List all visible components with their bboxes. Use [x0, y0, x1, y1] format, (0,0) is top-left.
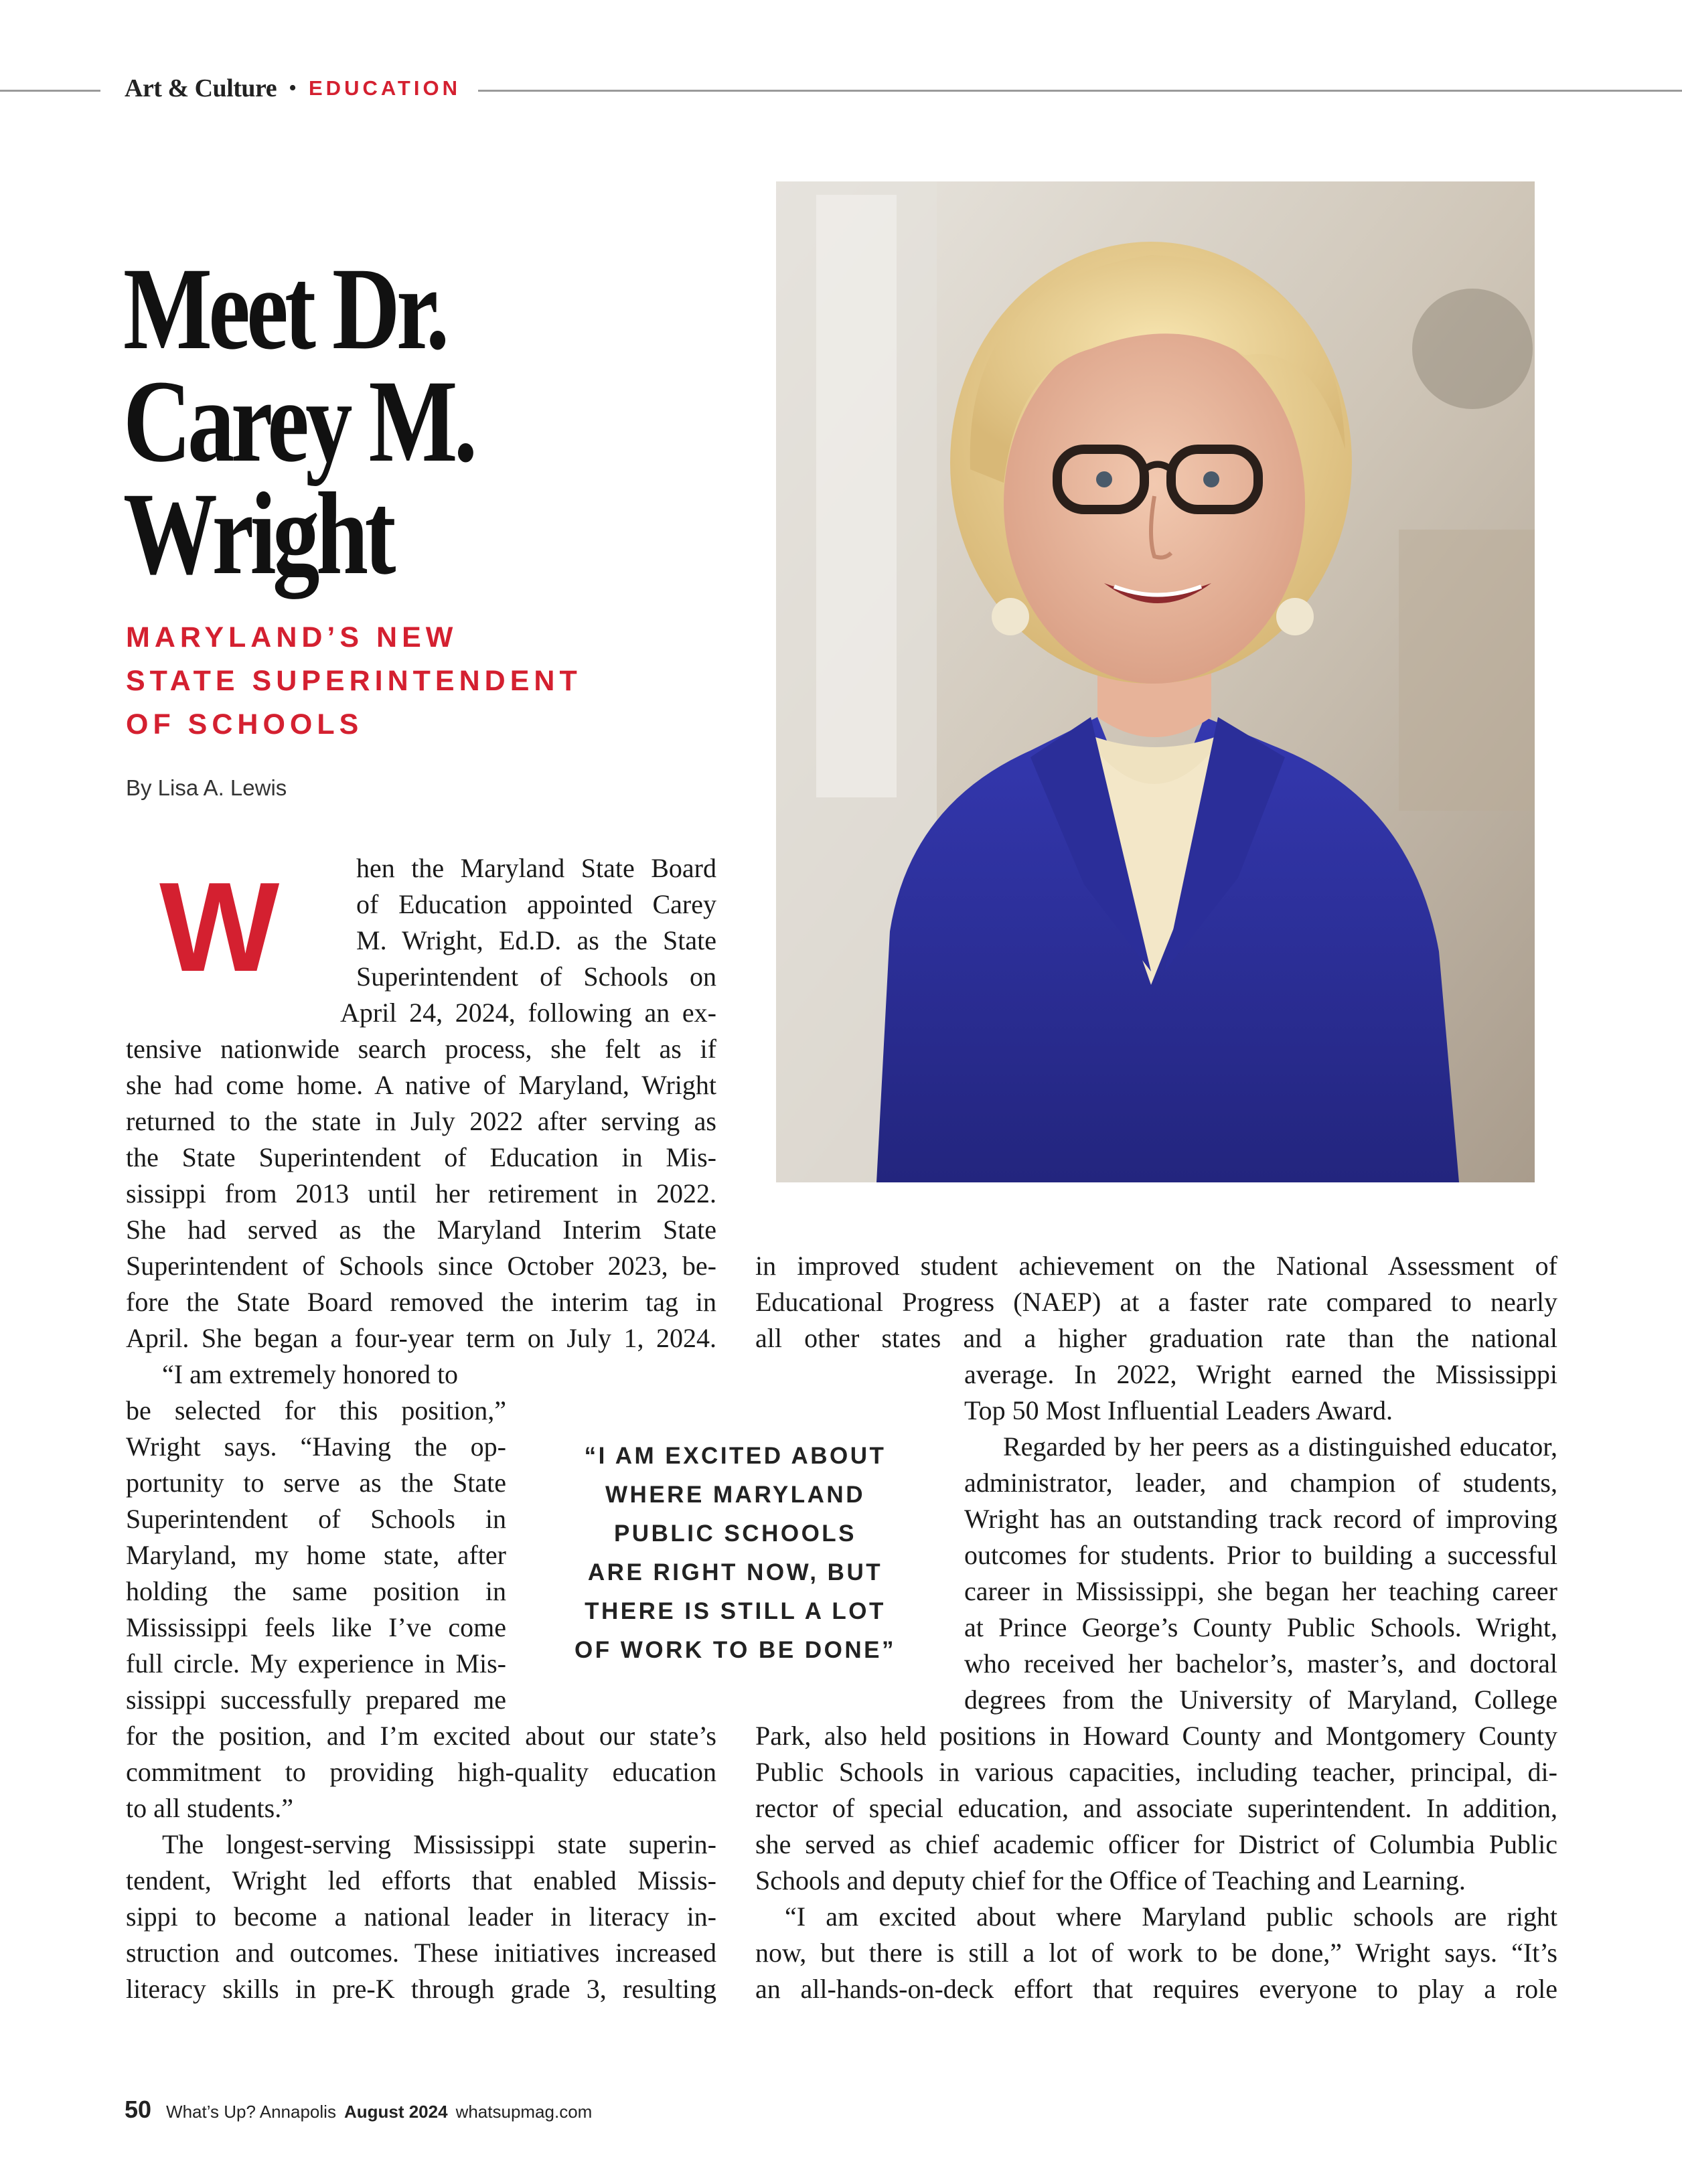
text-line: Superintendent of Schools on: [356, 961, 716, 992]
page-footer: [125, 2096, 592, 2124]
column-2-narrow: [964, 1356, 1557, 1718]
paragraph-2: [126, 1356, 506, 1718]
text-line: Wright says. “Having the op-: [126, 1431, 506, 1462]
text-line: Regarded by her peers as a distinguished educator,: [1003, 1431, 1557, 1462]
header-rule-right: [478, 90, 1682, 92]
paragraph-3: [126, 1826, 716, 2007]
section-label: EDUCATION: [309, 76, 461, 100]
text-line: literacy skills in pre-K through grade 3, resulting: [126, 1974, 716, 2004]
text-line: sissippi successfully prepared me: [126, 1685, 506, 1715]
text-line: April 24, 2024, following an ex-: [340, 998, 716, 1028]
text-line: Top 50 Most Influential Leaders Award.: [964, 1395, 1393, 1425]
section-separator: •: [289, 76, 297, 100]
text-line: Educational Progress (NAEP) at a faster rate compared to nearly: [755, 1287, 1557, 1317]
pull-quote: [566, 1437, 904, 1670]
text-line: the State Superintendent of Education in Mis-: [126, 1142, 716, 1172]
subtitle-line: STATE SUPERINTENDENT: [126, 665, 582, 697]
publication-name: What’s Up? Annapolis: [166, 2102, 336, 2122]
pull-quote-line: WHERE MARYLAND: [605, 1482, 865, 1508]
text-line: Maryland, my home state, after: [126, 1540, 506, 1570]
text-line: average. In 2022, Wright earned the Mississippi: [964, 1359, 1557, 1389]
website-link[interactable]: whatsupmag.com: [455, 2102, 593, 2122]
pull-quote-line: OF WORK TO BE DONE”: [574, 1637, 897, 1663]
text-line: for the position, and I’m excited about our state’s: [126, 1721, 716, 1751]
text-line: tensive nationwide search process, she felt as if: [126, 1034, 716, 1064]
subtitle-line: OF SCHOOLS: [126, 708, 364, 740]
text-line: returned to the state in July 2022 after serving as: [126, 1106, 716, 1136]
page-number: 50: [125, 2096, 152, 2123]
text-line: portunity to serve as the State: [126, 1468, 506, 1498]
text-line: struction and outcomes. These initiatives increased: [126, 1938, 716, 1968]
text-line: “I am extremely honored to: [162, 1359, 459, 1389]
text-line: rector of special education, and associate superintendent. In addition,: [755, 1793, 1557, 1823]
text-line: holding the same position in: [126, 1576, 506, 1606]
text-line: Schools and deputy chief for the Office of Teaching and Learning.: [755, 1865, 1466, 1895]
text-line: Superintendent of Schools since October 2023, be-: [126, 1251, 716, 1281]
text-line: She had served as the Maryland Interim State: [126, 1215, 716, 1245]
issue-date: August 2024: [343, 2102, 448, 2122]
text-line: full circle. My experience in Mis-: [126, 1648, 506, 1679]
text-line: an all-hands-on-deck effort that requires everyone to play a role: [755, 1974, 1557, 2004]
text-line: hen the Maryland State Board: [356, 853, 716, 883]
article-subtitle: [126, 616, 662, 747]
text-line: April. She began a four-year term on July 1, 2024.: [126, 1323, 716, 1353]
article-title: [123, 244, 605, 599]
pull-quote-line: ARE RIGHT NOW, BUT: [587, 1559, 883, 1585]
text-line: Wright has an outstanding track record of improving: [964, 1504, 1557, 1534]
column-2-bottom: [755, 1718, 1557, 2007]
text-line: degrees from the University of Maryland, College: [964, 1685, 1557, 1715]
text-line: of Education appointed Carey: [356, 889, 716, 919]
drop-cap: W: [159, 856, 280, 998]
subtitle-line: MARYLAND’S NEW: [126, 621, 458, 653]
text-line: Public Schools in various capacities, including teacher, principal, di-: [755, 1757, 1557, 1787]
text-line: Park, also held positions in Howard County and Montgomery County: [755, 1721, 1557, 1751]
section-header: [125, 70, 467, 107]
text-line: who received her bachelor’s, master’s, and doctoral: [964, 1648, 1557, 1679]
text-line: she had come home. A native of Maryland, Wright: [126, 1070, 716, 1100]
text-line: sippi to become a national leader in literacy in-: [126, 1901, 716, 1932]
text-line: career in Mississippi, she began her teaching career: [964, 1576, 1557, 1606]
portrait-photo: [776, 181, 1535, 1182]
title-line: Meet Dr.: [123, 244, 446, 374]
text-line: at Prince George’s County Public Schools. Wright,: [964, 1612, 1557, 1642]
text-line: to all students.”: [126, 1793, 293, 1823]
pull-quote-line: “I AM EXCITED ABOUT: [584, 1443, 887, 1469]
text-line: The longest-serving Mississippi state superin-: [162, 1829, 716, 1859]
column-2-top: [755, 1248, 1557, 1356]
text-line: “I am excited about where Maryland public schools are right: [785, 1901, 1557, 1932]
text-line: be selected for this position,”: [126, 1395, 506, 1425]
paragraph-1: [126, 1031, 716, 1356]
byline: By Lisa A. Lewis: [126, 775, 287, 800]
text-line: tendent, Wright led efforts that enabled Missis-: [126, 1865, 716, 1895]
header-rule-left: [0, 90, 100, 92]
section-category: Art & Culture: [125, 74, 277, 102]
title-line: Carey M.: [123, 356, 474, 487]
text-line: fore the State Board removed the interim tag in: [126, 1287, 716, 1317]
text-line: in improved student achievement on the National Assessment of: [755, 1251, 1557, 1281]
text-line: administrator, leader, and champion of students,: [964, 1468, 1557, 1498]
text-line: she served as chief academic officer for District of Columbia Public: [755, 1829, 1557, 1859]
text-line: Mississippi feels like I’ve come: [126, 1612, 506, 1642]
portrait-illustration: [776, 181, 1535, 1182]
text-line: commitment to providing high-quality education: [126, 1757, 716, 1787]
text-line: now, but there is still a lot of work to be done,” Wright says. “It’s: [755, 1938, 1557, 1968]
intro-paragraph: [340, 850, 716, 1031]
title-line: Wright: [123, 469, 392, 599]
text-line: outcomes for students. Prior to building a successful: [964, 1540, 1557, 1570]
text-line: M. Wright, Ed.D. as the State: [356, 925, 716, 955]
text-line: all other states and a higher graduation rate than the national: [755, 1323, 1557, 1353]
text-line: sissippi from 2013 until her retirement in 2022.: [126, 1178, 716, 1208]
text-line: Superintendent of Schools in: [126, 1504, 506, 1534]
pull-quote-line: PUBLIC SCHOOLS: [613, 1520, 857, 1547]
pull-quote-line: THERE IS STILL A LOT: [585, 1598, 886, 1624]
paragraph-2-continued: [126, 1718, 716, 1826]
